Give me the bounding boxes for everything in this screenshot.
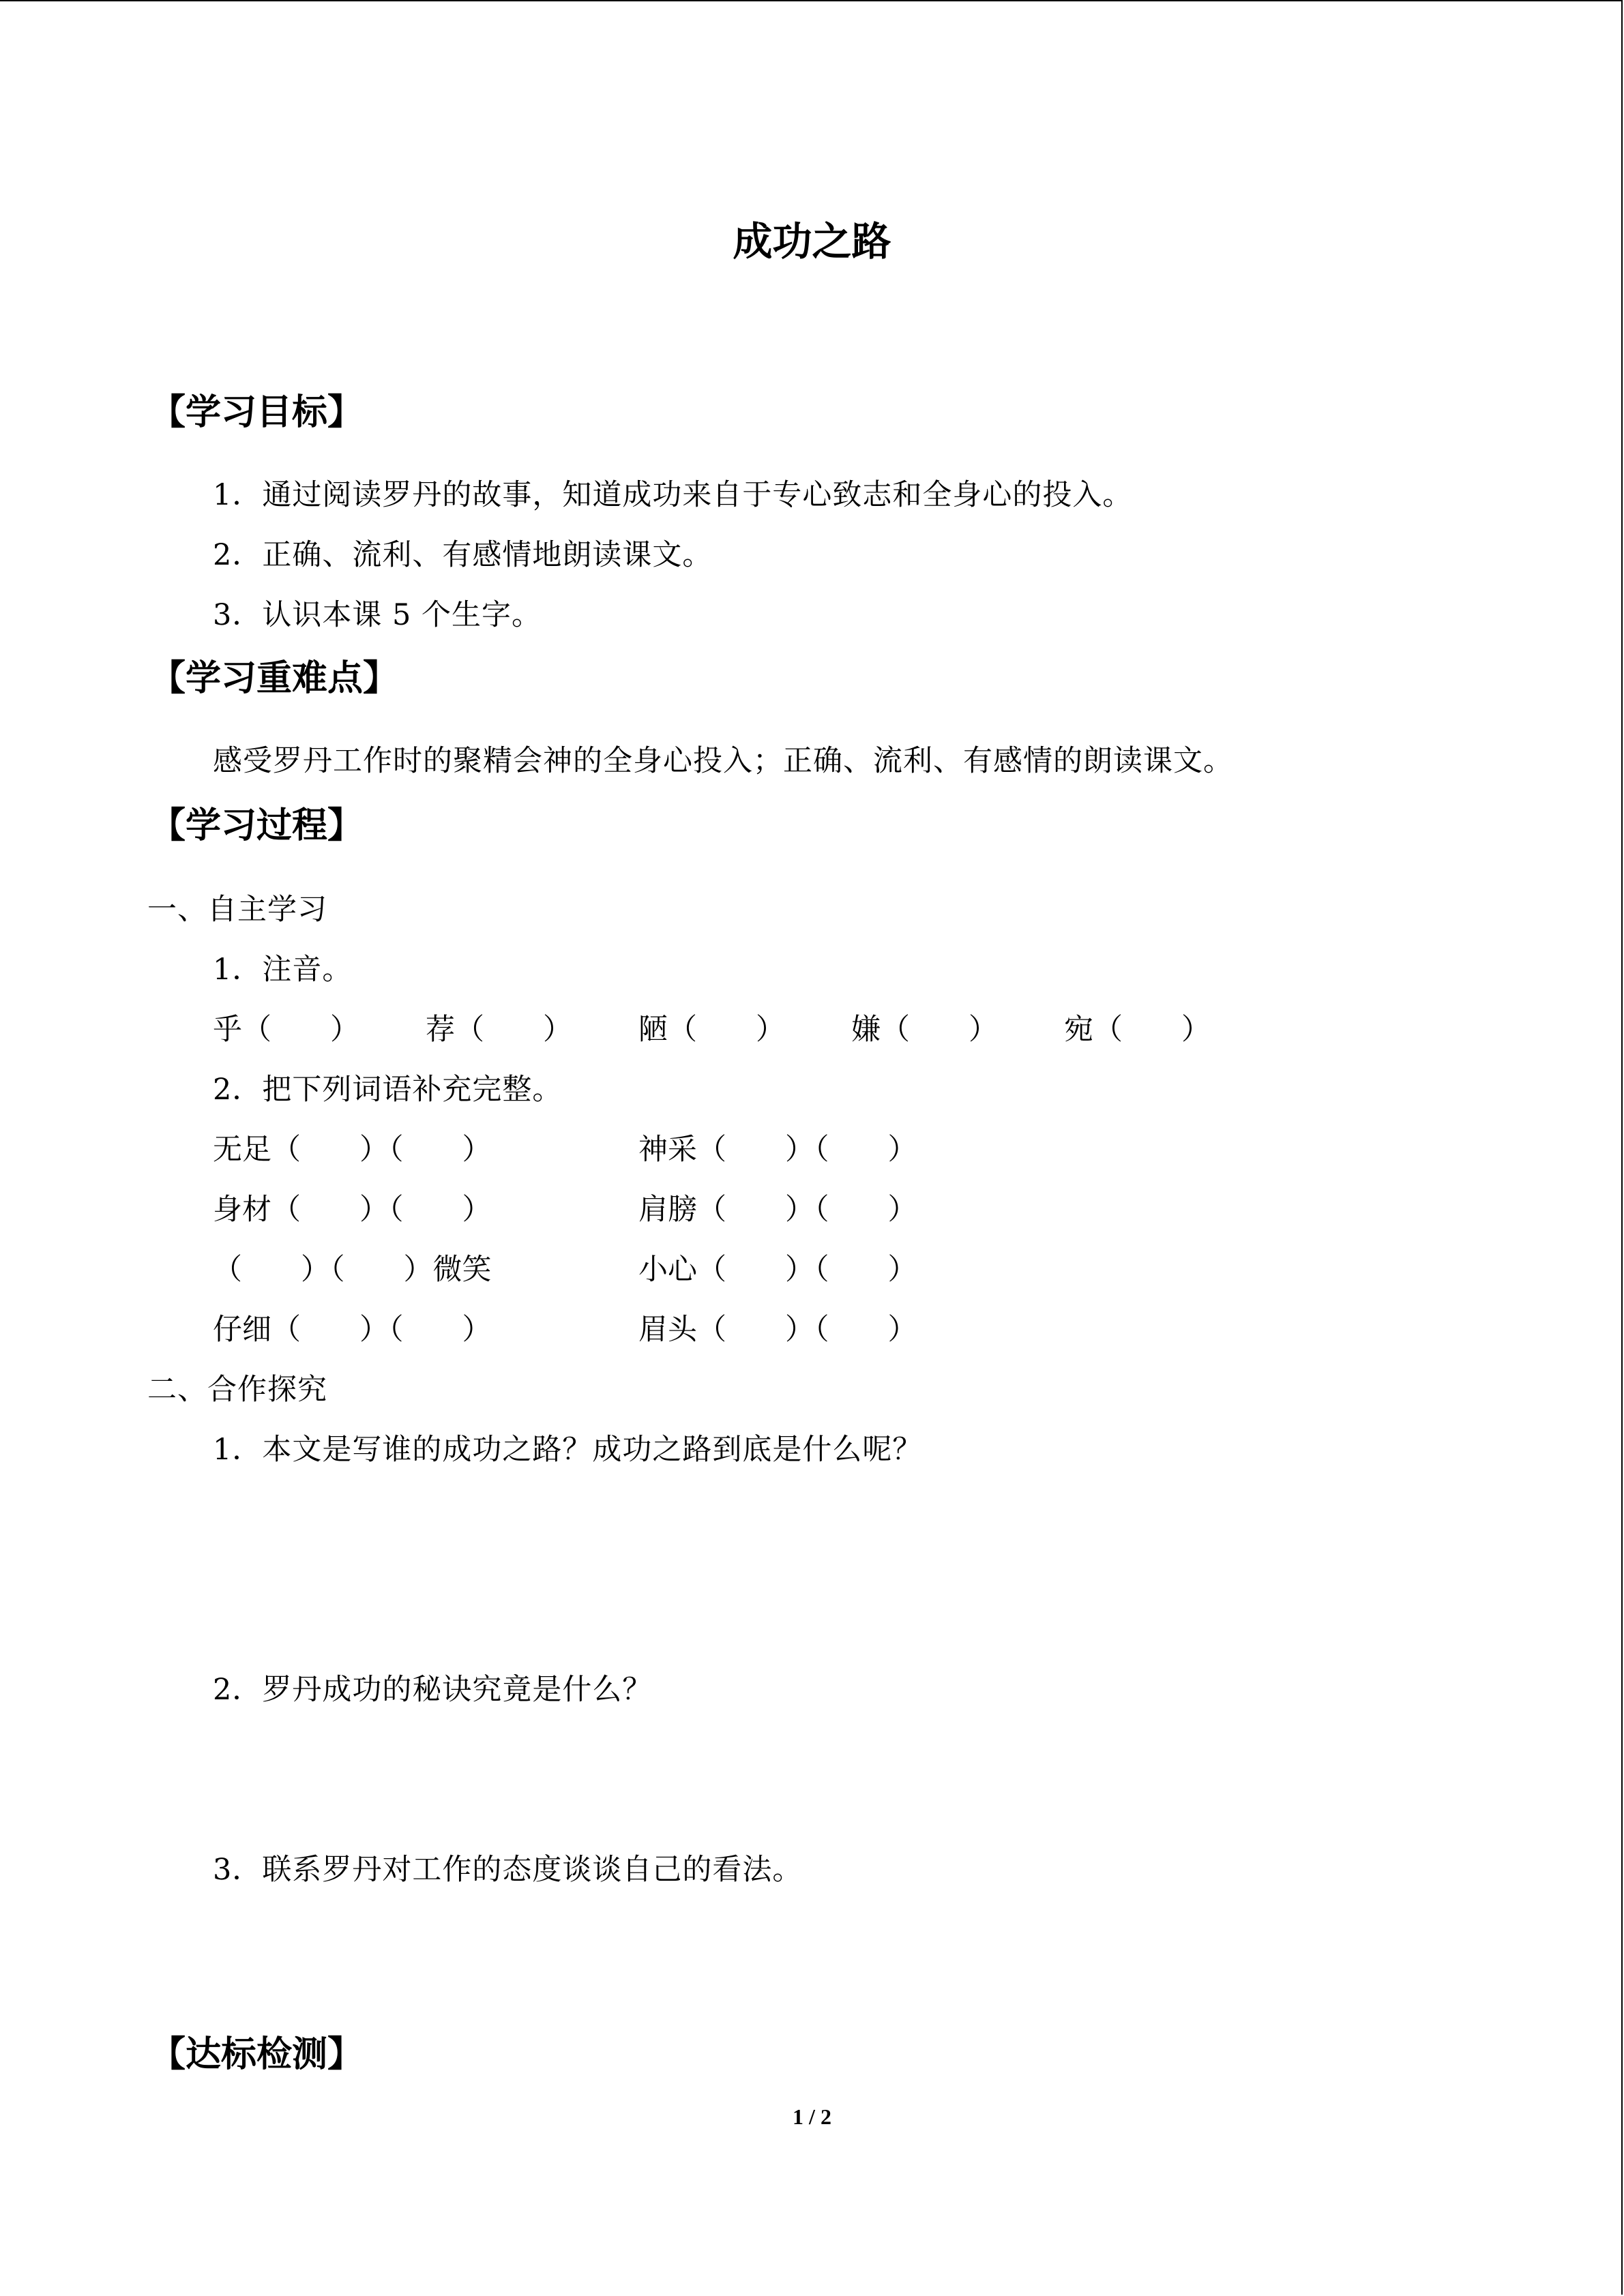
- word-fill-item: 无足（ ）（ ）: [213, 1133, 492, 1167]
- inquiry-question-3: 3．联系罗丹对工作的态度谈谈自己的看法。: [213, 1853, 803, 1887]
- goal-item-1: 1．通过阅读罗丹的故事，知道成功来自于专心致志和全身心的投入。: [213, 478, 1133, 512]
- key-points-text: 感受罗丹工作时的聚精会神的全身心投入；正确、流利、有感情的朗读课文。: [213, 744, 1233, 778]
- inquiry-question-1: 1．本文是写谁的成功之路？成功之路到底是什么呢？: [213, 1433, 923, 1467]
- heading-assessment: 【达标检测】: [150, 2034, 364, 2075]
- inquiry-question-2: 2．罗丹成功的秘诀究竟是什么？: [213, 1673, 653, 1707]
- heading-key-points: 【学习重难点】: [150, 658, 399, 699]
- part-self-study-label: 一、自主学习: [147, 893, 327, 927]
- part-cooperative-label: 二、合作探究: [147, 1373, 327, 1407]
- word-fill-item: 神采（ ）（ ）: [638, 1133, 917, 1167]
- pinyin-item-1: 乎（ ）: [213, 1013, 359, 1047]
- word-fill-item: （ ）（ ）微笑: [213, 1253, 492, 1287]
- heading-learning-process: 【学习过程】: [150, 805, 364, 846]
- word-fill-item: 身材（ ）（ ）: [213, 1193, 492, 1227]
- word-fill-item: 肩膀（ ）（ ）: [638, 1193, 917, 1227]
- page-number: 1 / 2: [793, 2104, 831, 2129]
- heading-learning-goals: 【学习目标】: [150, 392, 364, 433]
- pinyin-item-2: 荐（ ）: [426, 1013, 572, 1047]
- word-fill-item: 仔细（ ）（ ）: [213, 1313, 492, 1347]
- question-complete-words: 2．把下列词语补充完整。: [213, 1073, 563, 1107]
- word-fill-item: 眉头（ ）（ ）: [638, 1313, 917, 1347]
- goal-item-3: 3．认识本课 5 个生字。: [213, 598, 542, 632]
- goal-item-2: 2．正确、流利、有感情地朗读课文。: [213, 538, 713, 572]
- pinyin-item-3: 陋（ ）: [638, 1013, 785, 1047]
- pinyin-item-4: 嫌（ ）: [851, 1013, 998, 1047]
- question-pinyin: 1．注音。: [213, 953, 353, 987]
- document-title: 成功之路: [733, 218, 891, 265]
- pinyin-item-5: 宛（ ）: [1064, 1013, 1211, 1047]
- word-fill-item: 小心（ ）（ ）: [638, 1253, 917, 1287]
